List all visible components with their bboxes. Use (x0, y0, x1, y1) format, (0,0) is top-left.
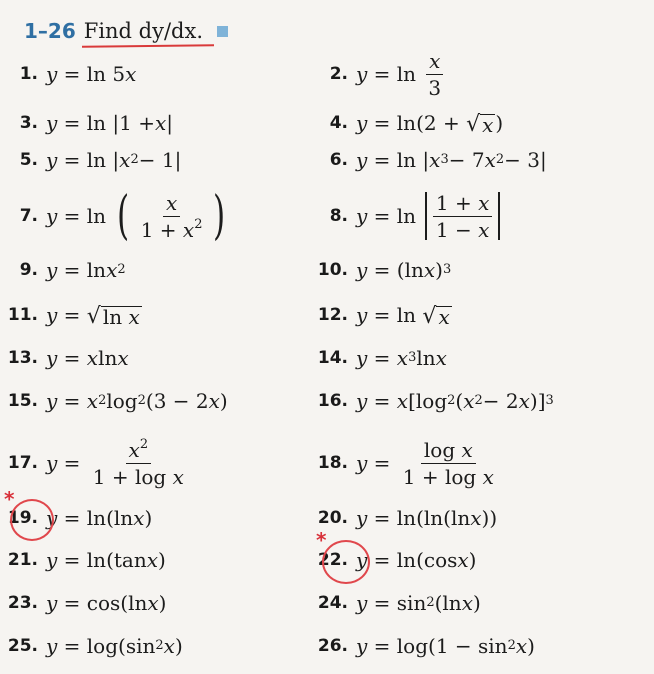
problem-14 (310, 338, 447, 378)
problem-expression: y = $\frac{\text{log x}}{\text{1 + log x}}$ (356, 437, 494, 489)
problem-16 (310, 381, 554, 421)
problem-number: 3. (19, 113, 38, 133)
exercise-range: 1–26 (24, 19, 76, 43)
problem-20 (310, 498, 497, 538)
problem-number: 6. (329, 150, 348, 170)
problem-12 (310, 295, 452, 335)
problem-number: 23. (7, 593, 38, 613)
problem-number: 4. (329, 113, 348, 133)
problem-number: 8. (329, 206, 348, 226)
problem-expression: y = ln $\frac{1 + x}{1 - x}$ (356, 192, 503, 241)
red-circle-annotation (10, 499, 54, 541)
red-circle-annotation (322, 540, 370, 584)
problem-1 (0, 54, 136, 94)
problem-expression: y = ln 5 x (46, 62, 137, 86)
problem-number: 10. (317, 260, 348, 280)
problem-number: 14. (317, 348, 348, 368)
problem-expression: y = $\frac{x^2}{\text{1 + log x}}$ (46, 436, 184, 489)
problem-4 (310, 103, 503, 143)
problem-expression: y = ln √ x (356, 303, 450, 329)
problem-number: 21. (7, 550, 38, 570)
problem-number: 24. (317, 593, 348, 613)
problem-expression: y = √ ln x (46, 303, 140, 329)
square-icon (217, 26, 228, 37)
problem-2 (310, 48, 447, 100)
red-underline (82, 44, 214, 47)
problem-number: 2. (329, 64, 348, 84)
problem-expression: y = x ln x (46, 346, 129, 370)
problem-number: 25. (7, 636, 38, 656)
problem-9 (0, 250, 126, 290)
problem-26 (310, 626, 535, 666)
problem-25 (0, 626, 183, 666)
problem-11 (0, 295, 142, 335)
problem-expression: y = ln(tan x ) (46, 548, 166, 572)
problem-number: 19. (7, 508, 38, 528)
problem-expression: y = ln(cos x ) (356, 548, 477, 572)
problem-expression: y = ln $\frac{x}{3}$ (356, 50, 447, 99)
problem-number: 20. (317, 508, 348, 528)
problem-number: 22. (317, 550, 348, 570)
problem-24 (310, 583, 481, 623)
problem-5 (0, 140, 181, 180)
problem-number: 16. (317, 391, 348, 411)
problem-6 (310, 140, 547, 180)
star-mark-annotation: * (316, 528, 327, 552)
problem-expression: y = x 2 log 2 (3 − 2 x ) (46, 389, 228, 413)
problem-number: 12. (317, 305, 348, 325)
problem-number: 18. (317, 453, 348, 473)
problem-expression: y = ln(2 + √ x ) (356, 111, 504, 137)
problem-number: 17. (7, 453, 38, 473)
problem-number: 1. (19, 64, 38, 84)
problem-7 (0, 186, 231, 246)
problem-expression: y = ln(ln(ln x )) (356, 506, 498, 530)
exercise-header (24, 18, 228, 44)
problem-23 (0, 583, 166, 623)
problem-number: 13. (7, 348, 38, 368)
problem-expression: y = ln | x 2 − 1| (46, 148, 182, 172)
problem-15 (0, 381, 228, 421)
problem-expression: y = ln |1 + x | (46, 111, 174, 135)
problem-expression: y = cos(ln x ) (46, 591, 167, 615)
problem-expression: y = x 3 ln x (356, 346, 447, 370)
problem-expression: y = log(sin 2 x ) (46, 634, 183, 658)
problem-expression: y = x [log 2 ( x 2 − 2 x )] 3 (356, 389, 554, 413)
problem-8 (310, 190, 503, 242)
problem-21 (0, 540, 166, 580)
star-mark-annotation: * (4, 487, 15, 511)
problem-10 (310, 250, 451, 290)
problem-number: 5. (19, 150, 38, 170)
problem-expression: y = ln | x 3 − 7 x 2 − 3| (356, 148, 547, 172)
problem-expression: y = ln ( $\frac{x}{1 + x^2}$ ) (46, 186, 226, 246)
problem-expression: y = log(1 − sin 2 x ) (356, 634, 535, 658)
problem-18 (310, 436, 500, 490)
problem-number: 9. (19, 260, 38, 280)
problem-number: 11. (7, 305, 38, 325)
problem-expression: y = (ln x ) 3 (356, 258, 452, 282)
problem-number: 15. (7, 391, 38, 411)
exercise-instruction: Find dy/dx. (83, 19, 204, 43)
problem-number: 26. (317, 636, 348, 656)
problem-expression: y = sin 2 (ln x ) (356, 591, 481, 615)
problem-expression: y = ln(ln x ) (46, 506, 153, 530)
problem-expression: y = ln x 2 (46, 258, 126, 282)
problem-17 (0, 436, 190, 490)
problem-number: 7. (19, 206, 38, 226)
problem-13 (0, 338, 129, 378)
problem-3 (0, 103, 173, 143)
